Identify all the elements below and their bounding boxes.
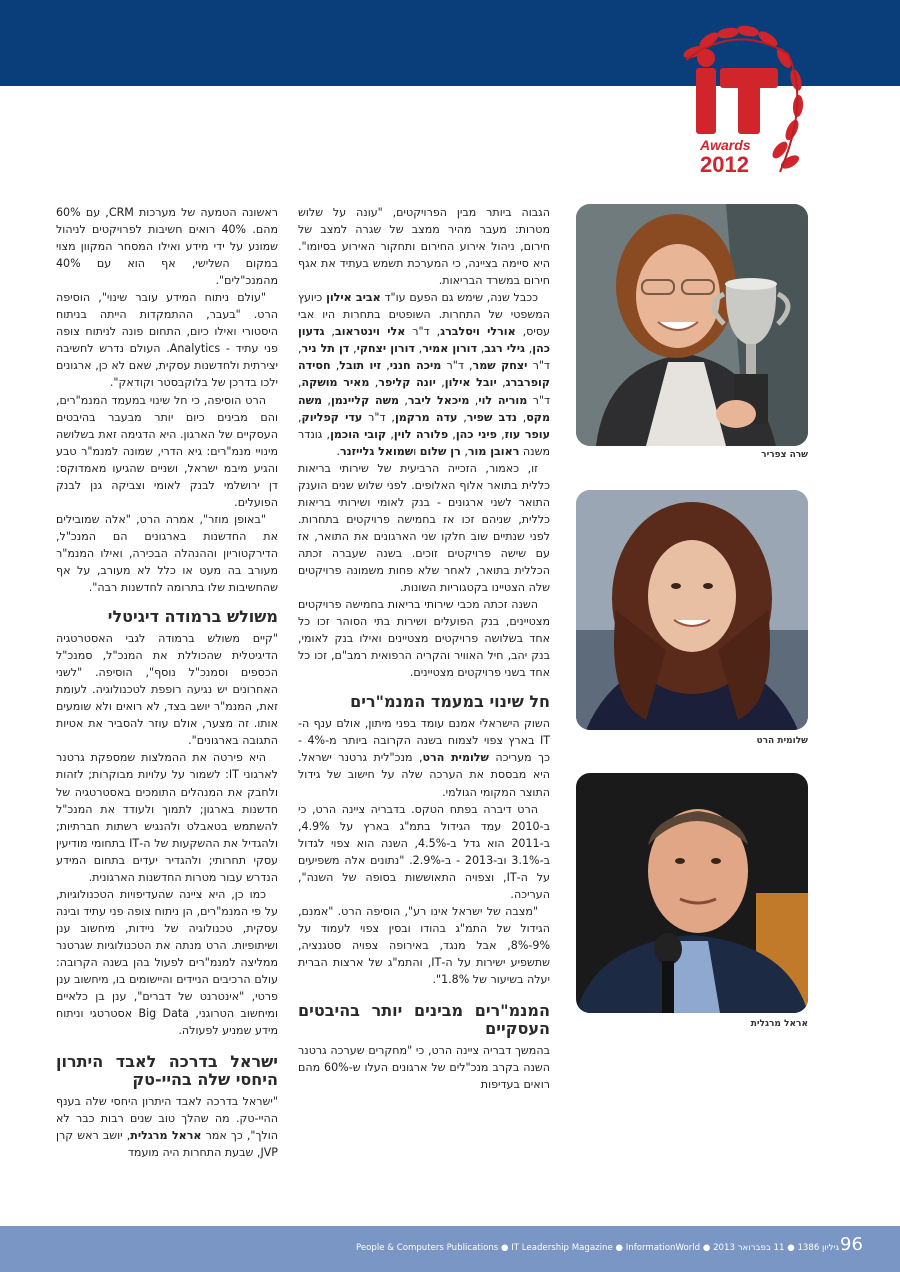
paragraph: "באופן מוזר", אמרה הרט, "אלה שמובילים את החדשנות בארגונים הם המנכ"ל, הדירקטוריון וההנהלה הבכירה, ואילו המנמ"ר מעורב בה מעט או כלל לא מעורב, על אף שהחשיבות שלו בתרומה לחדשנות רבה". [56,512,278,595]
paragraph: "ישראל בדרכה לאבד היתרון היחסי שלה בענף ההיי-טק. מה שהלך טוב שנים רבות כבר לא הולך", כך אמר אראל מרגלית, יושב ראש קרן JVP, שבעת התחרות היה מועמד [56,1095,278,1160]
paragraph: הגבוה ביותר מבין הפרויקטים, "עונה על שלוש מטרות: מעבר מהיר ממצב של שגרה למצב של חירום, ניהול אירוע החירום ותחקור האירוע בסיומו". היא סיימה בציינה, כי המערכת תשמש בעתיד את אגף חירום במשרד הבריאות. [298,206,550,288]
article-column-left [56,204,278,1161]
photo-erel-margalit [576,773,808,1013]
paragraph: השנה זכתה מכבי שירותי בריאות בחמישה פרויקטים מצטיינים, בנק הפועלים ושירות בתי הסוהר זכו כל אחד בשלושה פרויקטים מצטיינים ואילו בנק לאומי, בנק יהב, חיל האוויר והקריה הרפואית רמב"ם, זכו כל אחד בשני פרויקטים מצטיינים. [298,598,550,680]
paragraph: כמו כן, היא ציינה שהעדיפויות הטכנולוגיות, על פי המנמ"רים, הן ניתוח צופה פני עתיד ובינה עסקית, טכנולוגיה של ניידות, מיחשוב ענן ושיתופיות. הרט מנתה את הטכנולוגיות שגרטנר ממליצה למנמ"רים לפעול בהן בשנה הקרובה: עולם הרכיבים הניידים והיישומים בו, מיחשוב ענן פרטי, "אינטרנט של דברים", ענן בן כלאיים ומיחשוב הטרוגני, Big Data אסטרטגי וניתוח מידע שמניע לפעולה. [56,887,278,1038]
paragraph: היא פירטה את ההמלצות שמספקת גרטנר לארגוני IT: לשמור על עלויות מבוקרות; לזהות ולחבק את המנהלים התומכים באסטרטגיה של חדשנות בארגון; לתמוך ולעודד את המנכ"ל להשתמש בטאבלט ולהנגיש רשתות חברתיות; ולהגדיל את ההשקעות של ה-IT בתחומי מודיעין עסקי תחרותי; ולהגדיר יעדים בתחום המידע הנדרש עבור מטרות החדשנות הארגונית. [56,751,278,884]
photo-shlomit-hart [576,490,808,730]
page-number: 96 [840,1234,863,1255]
photo-caption: שלומית הרט [756,736,808,746]
section-heading: חל שינוי במעמד המנמ"רים [350,692,550,712]
photo-sarah-tzafrir [576,204,808,446]
footer-magazine: IT Leadership Magazine [511,1243,613,1253]
it-awards-logo [676,22,812,180]
paragraph: "עולם ניתוח המידע עובר שינוי", הוסיפה הרט. "בעבר, ההתמקדות הייתה בניתוח היסטורי ואילו כיום, התחום פונה לניתוח צופה פני עתיד - Analytics. העולם נדרש לחשיבה יצירתית ולחדשנות עסקית, שאם לא כן, ארגונים ילכו בדרכן של בלוקבסטר וקודאק". [56,291,278,390]
paragraph: בהמשך דבריה ציינה הרט, כי "מחקרים שערכה גרטנר השנה בקרב מנכ"לים של ארגונים העלו ש-60% מהם רואים בעדיפות [298,1044,551,1092]
bullet-icon: ● [501,1243,509,1253]
article-column-right [298,204,550,1093]
bullet-icon: ● [615,1243,624,1253]
bullet-icon: ● [702,1243,711,1253]
paragraph: "מצבה של ישראל אינו רע", הוסיפה הרט. "אמנם, הגידול של התמ"ג בהודו ובסין צפוי לעמוד על 9%-8%, אבל מנגד, באירופה צפויה סטגנציה, שתשפיע ישירות על ה-IT, והתמ"ג של ארצות הברית יעלה בשיעור של 1.8%". [298,904,550,987]
footer-date: 11 בפברואר 2013 [713,1243,785,1253]
footer-publisher: People & Computers Publications [356,1243,499,1253]
photo-caption: אראל מרגלית [750,1019,808,1029]
footer-issue: גיליון 1386 [797,1243,839,1253]
paragraph: השוק הישראלי אמנם עומד בפני מיתון, אולם ענף ה-IT בארץ צפוי לצמוח בשנה הקרובה ביותר מ-4% - כך מעריכה שלומית הרט, מנכ"לית גרטנר ישראל. היא מבססת את הערכה שלה על חישוב של גידול התוצר המקומי הגולמי. [298,717,550,799]
paragraph: ככבל שנה, שימש גם הפעם עו"ד אביב אילון כיועץ המשפטי של התחרות. השופטים בתחרות היו אבי עסיס, אורלי ויסלברג, ד"ר אלי וינטראוב, גדעון כהן, גילי רגב, דורון אמיר, דורון יצחקי, דן תל ניר, ד"ר יצחק שמר, ד"ר מיכה חנני, זיו תובל, חסידה קופרברג, יובל אילון, יונה קליפר, מאיר מושקה, ד"ר מוריה לוי, מיכאל ליבר, משה קליינמן, משה מקס, נדב שפיר, עדה מרקמן, ד"ר עדי קפליוק, עופר עוז, פיני כהן, פלורה לוין, קובי הוכמן, גונדר משנה ראובן מור, רן שלום ושמואל גלייזנר. [298,291,551,458]
paragraph: הרט הוסיפה, כי חל שינוי במעמד המנמ"רים, והם מבינים כיום יותר מבעבר בהיבטים העסקיים של הארגון. היא הדגימה זאת בשלושה מינויי מנמ"רים: גיא הדרי, שמונה למנמ"ר טבע והגיע מיבמ ישראל, ושניים שהגיעו מאמדוקס: דן ירושלמי לבנק לאומי וצביקה גנן לבנק הפועלים. [56,393,278,509]
section-heading: ישראל בדרכה לאבד היתרון היחסי שלה בהיי-טק [56,1052,278,1090]
paragraph: "קיים משולש ברמודה לגבי האסטרטגיה הדיגיטלית שהכוללת את המנכ"ל, סמנכ"ל הכספים וסמנכ"ל נוסף", הוסיפה. "לשני האחרונים יש נגיעה רופפת לטכנולוגיה. לעומת זאת, המנמ"ר יושב בצד, לא רואים ולא שומעים אותו. זה מצער, אולם עוזר להסביר את אטיות התגובה בארגונים". [56,632,278,748]
paragraph: ראשונה הטמעה של מערכות CRM, עם 60% מהם. 40% רואים חשיבות לפרויקטים לניהול שמונע על ידי מידע ואילו המסחר המקוון מצוי במקום השלישי, אף הוא עם 40% מהמנכ"לים". [56,206,278,288]
photo-caption: שרה צפריר [761,450,808,460]
paragraph: הרט דיברה בפתח הטקס. בדבריה ציינה הרט, כי ב-2010 עמד הגידול בתמ"ג בארץ על 4.9%, ב-2011 הוא גדל ב-4.5%, השנה הוא צפוי לגדול ב-3.1% וב-2013 - ב-2.9%. "נתונים אלה משפיעים על ה-IT, וצפויה התאוששות בסופה של השנה", העריכה. [298,802,550,901]
paragraph: זו, כאמור, הזכייה הרביעית של שירותי בריאות כללית בתואר אלוף האלופים. לפני שלוש שנים הוענק התואר לשני ארגונים - בנק לאומי ושירותי בריאות כללית, שניהם זכו אז בחמישה פרויקטים בתחרות. לפני שנתיים שוב חלקו שני הארגונים את התואר, אז עם שישה פרויקטים זוכים. בשנה שעברה זכתה הכללית בתואר, לאחר שלא פחות משמונה פרויקטים שלה הצטיינו בקטגוריות השונות. [298,461,550,595]
logo-word: Awards [700,137,751,153]
section-heading: משולש ברמודה דיגיטלי [107,607,278,627]
section-heading: המנמ"רים מבינים יותר בהיבטים העסקיים [298,1001,550,1039]
footer-world: InformationWorld [625,1243,701,1253]
footer-publication-line [356,1243,839,1253]
bullet-icon: ● [787,1243,795,1253]
logo-year: 2012 [700,152,749,177]
